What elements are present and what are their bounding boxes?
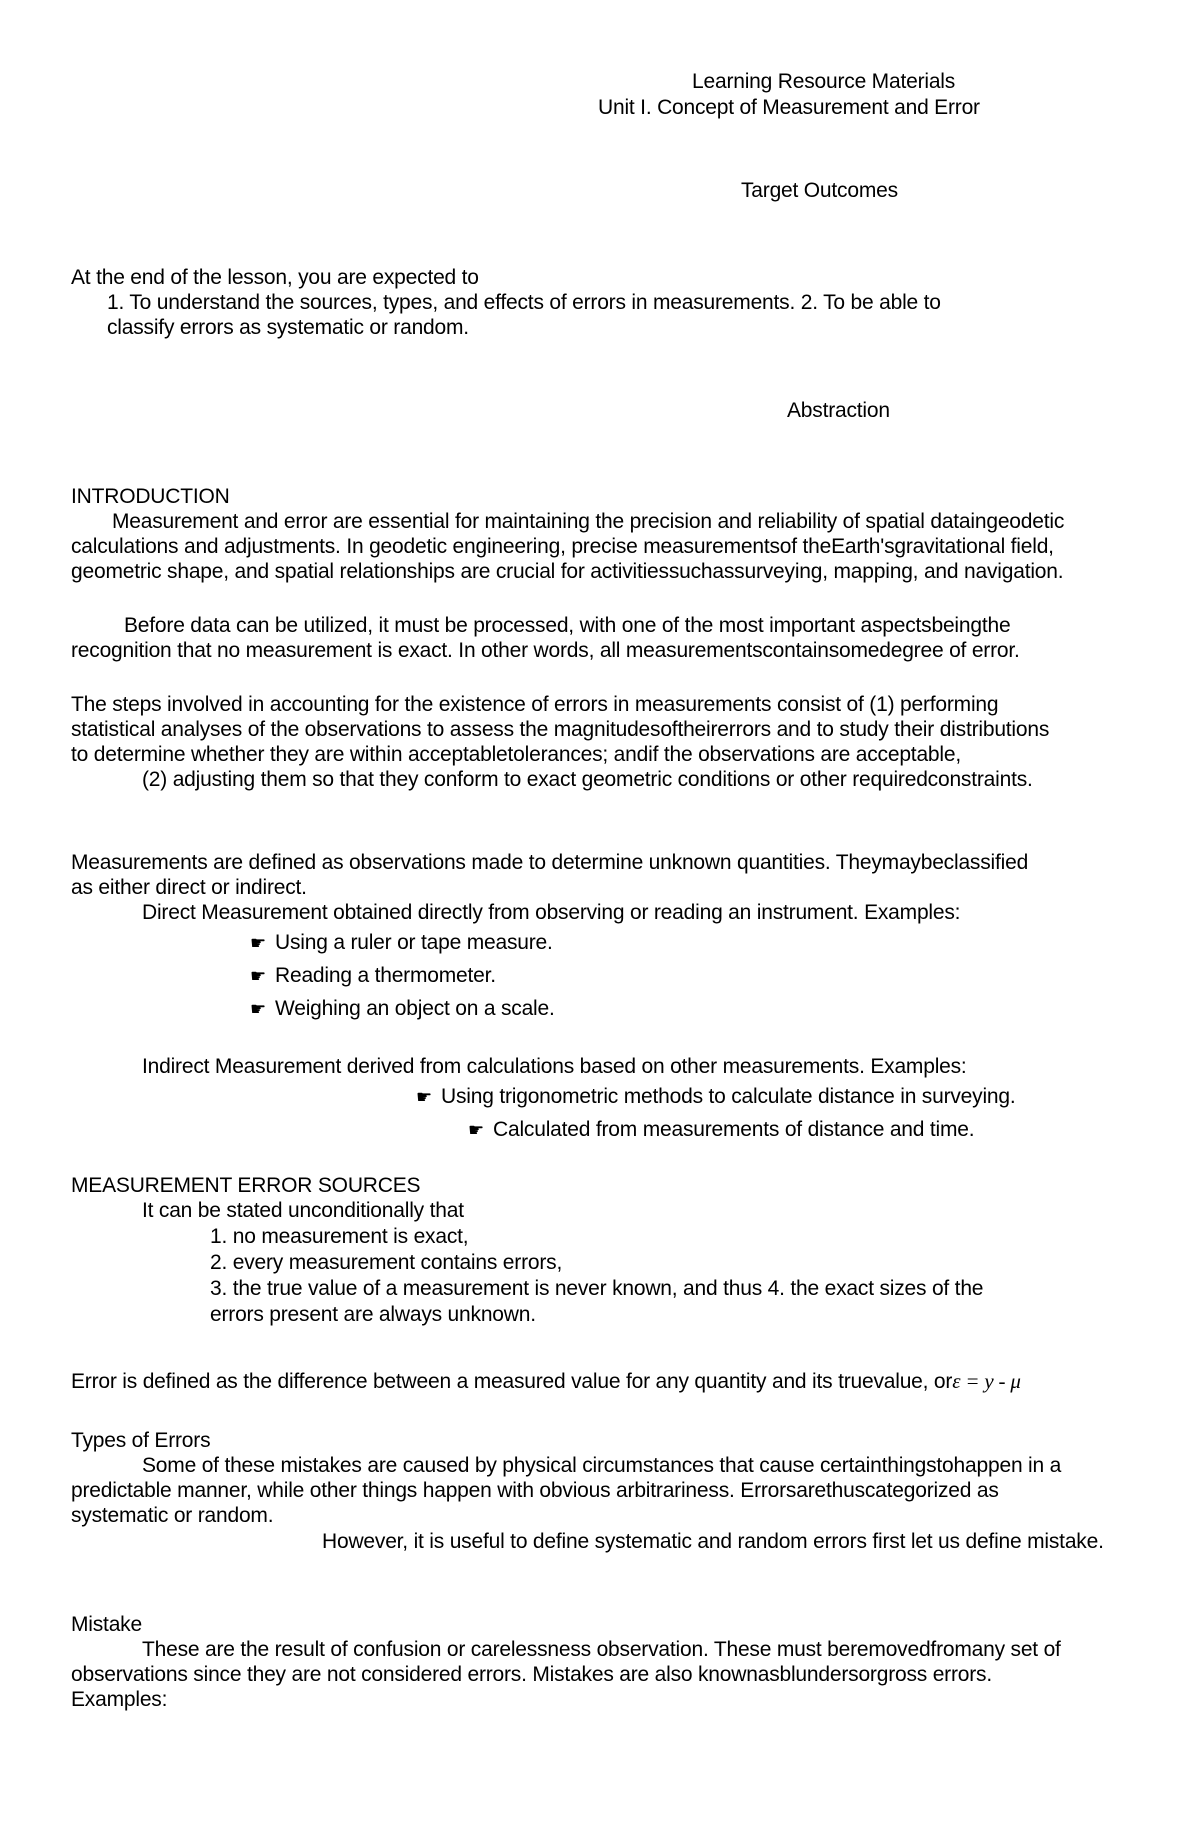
types-line-3: systematic or random. [71,1504,274,1527]
pointing-hand-icon: ☛ [416,1087,433,1107]
intro-p3-line-2: statistical analyses of the observations to assess the magnitudesoftheirerrors and to study their distributions [71,718,1050,741]
target-line-1: 1. To understand the sources, types, and effects of errors in measurements. 2. To be able to [107,291,941,314]
target-line-2: classify errors as systematic or random. [107,316,469,339]
error-source-item-3: 3. the true value of a measurement is never known, and thus 4. the exact sizes of the [210,1277,984,1300]
measurements-line-2: as either direct or indirect. [71,876,307,899]
error-source-item-1: 1. no measurement is exact, [210,1225,469,1248]
mistake-heading: Mistake [71,1613,142,1636]
pointing-hand-icon: ☛ [468,1120,485,1140]
mistake-line-2: observations since they are not considered errors. Mistakes are also knownasblundersorgross errors. [71,1663,992,1686]
error-source-item-2: 2. every measurement contains errors, [210,1251,563,1274]
intro-p2-line-1: Before data can be utilized, it must be processed, with one of the most important aspectsbeingthe [124,614,1011,637]
intro-p1-line-2: calculations and adjustments. In geodetic engineering, precise measurementsof theEarth'sgravitational field, [71,535,1054,558]
types-line-4: However, it is useful to define systematic and random errors first let us define mistake. [322,1530,1104,1553]
types-line-2: predictable manner, while other things happen with obvious arbitrariness. Errorsarethuscategorized as [71,1479,999,1502]
types-line-1: Some of these mistakes are caused by physical circumstances that cause certainthingstohappen in a [142,1454,1062,1477]
error-definition [71,1368,1021,1395]
header-line-2: Unit I. Concept of Measurement and Error [598,96,980,119]
target-intro: At the end of the lesson, you are expected to [71,266,479,289]
error-formula: ε = y - μ [952,1369,1021,1393]
mistake-line-3: Examples: [71,1688,168,1711]
abstraction-heading: Abstraction [787,399,890,422]
direct-item-2: Reading a thermometer. [275,964,496,987]
error-sources-heading: MEASUREMENT ERROR SOURCES [71,1174,421,1197]
indirect-item-1: Using trigonometric methods to calculate distance in surveying. [441,1085,1016,1108]
intro-p3-line-4: (2) adjusting them so that they conform to exact geometric conditions or other requiredconstraints. [142,768,1033,791]
intro-p1-line-1: Measurement and error are essential for maintaining the precision and reliability of spatial dataingeodetic [112,510,1065,533]
measurements-line-1: Measurements are defined as observations made to determine unknown quantities. Theymaybeclassified [71,851,1029,874]
target-outcomes-heading: Target Outcomes [741,179,898,202]
direct-measurement: Direct Measurement obtained directly from observing or reading an instrument. Examples: [142,901,961,924]
indirect-measurement: Indirect Measurement derived from calculations based on other measurements. Examples: [142,1055,967,1078]
pointing-hand-icon: ☛ [250,966,267,986]
direct-item-3: Weighing an object on a scale. [275,997,555,1020]
introduction-heading: INTRODUCTION [71,485,230,508]
error-source-item-4: errors present are always unknown. [210,1303,536,1326]
mistake-line-1: These are the result of confusion or carelessness observation. These must beremovedfromany set of [142,1638,1061,1661]
direct-item-1: Using a ruler or tape measure. [275,931,553,954]
intro-p3-line-3: to determine whether they are within acceptabletolerances; andif the observations are acceptable, [71,743,961,766]
types-of-errors-heading: Types of Errors [71,1429,211,1452]
pointing-hand-icon: ☛ [250,999,267,1019]
error-sources-intro: It can be stated unconditionally that [142,1199,464,1222]
error-definition-text: Error is defined as the difference between a measured value for any quantity and its truevalue, or [71,1370,953,1393]
intro-p2-line-2: recognition that no measurement is exact. In other words, all measurementscontainsomedegree of error. [71,639,1020,662]
intro-p1-line-3: geometric shape, and spatial relationships are crucial for activitiessuchassurveying, mapping, and navigation. [71,560,1064,583]
header-line-1: Learning Resource Materials [692,70,956,93]
pointing-hand-icon: ☛ [250,933,267,953]
indirect-item-2: Calculated from measurements of distance and time. [493,1118,975,1141]
intro-p3-line-1: The steps involved in accounting for the existence of errors in measurements consist of (1) performing [71,693,999,716]
